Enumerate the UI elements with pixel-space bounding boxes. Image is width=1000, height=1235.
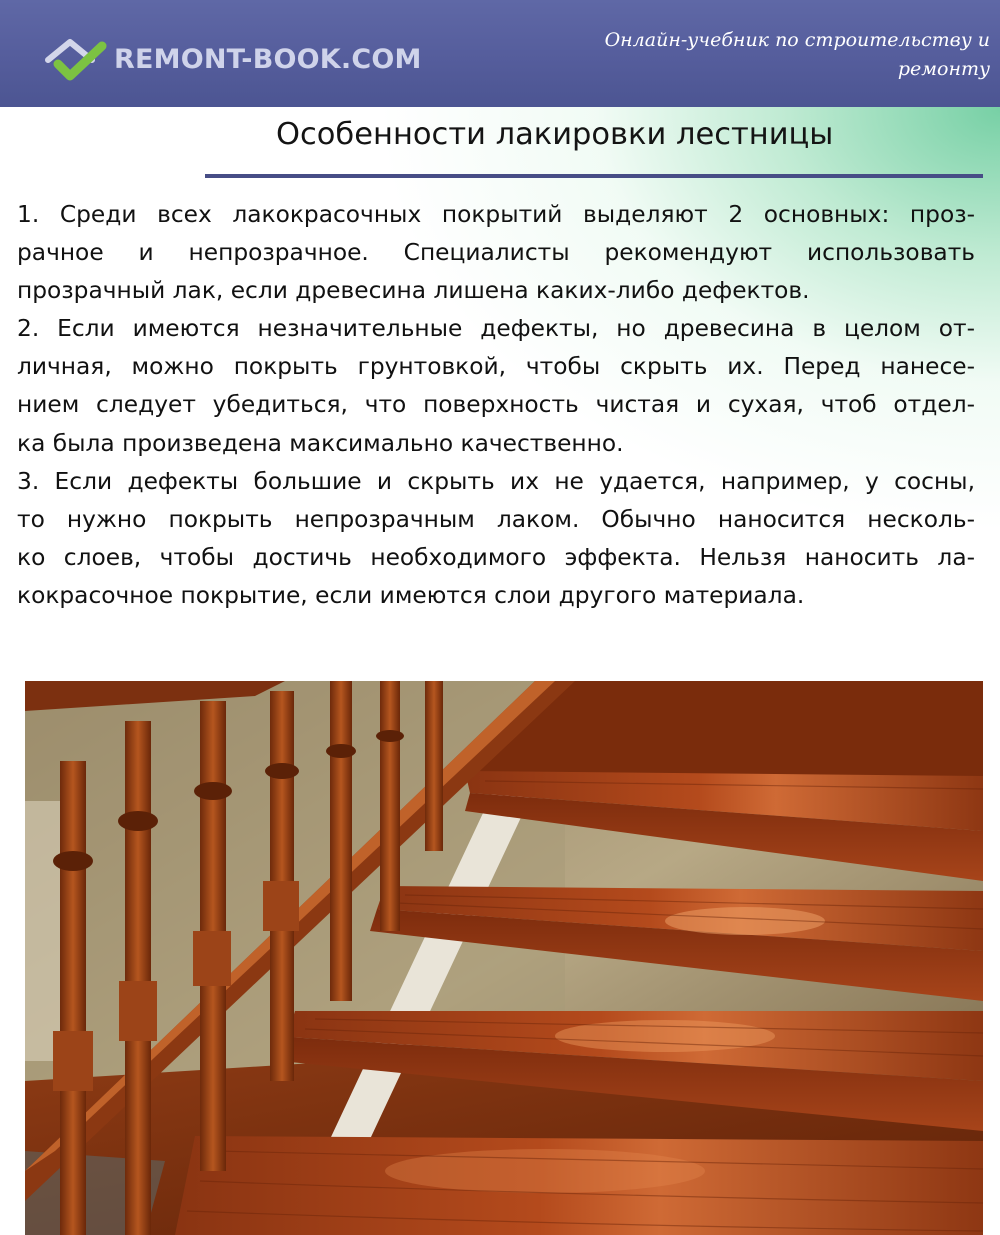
text-line: 1. Среди всех лакокрасочных покрытий выделяют 2 основных: проз- [17,201,975,228]
paragraph-2 [17,310,975,462]
text-line: рачное и непрозрачное. Специалисты рекомендуют использовать [17,239,975,267]
site-header [0,0,1000,107]
paragraph-1 [17,196,975,310]
article-body [17,196,975,615]
text-line: то нужно покрыть непрозрачным лаком. Обычно наносится несколь- [17,505,975,533]
paragraph-3 [17,463,975,615]
text-line: нием следует убедиться, что поверхность чистая и сухая, чтоб отдел- [17,391,975,419]
text-line: ко слоев, чтобы достичь необходимого эффекта. Нельзя наносить ла- [17,543,975,571]
text-line: личная, можно покрыть грунтовкой, чтобы скрыть их. Перед нанесе- [17,353,975,381]
title-underline [205,174,983,178]
text-line: прозрачный лак, если древесина лишена каких-либо дефектов. [17,277,810,305]
logo-text: REMONT-BOOK.COM [114,43,422,75]
house-check-icon [44,34,108,84]
staircase-photo [25,681,983,1235]
site-tagline: Онлайн-учебник по строительству и ремонту [604,29,990,80]
text-line: кокрасочное покрытие, если имеются слои другого материала. [17,581,805,609]
page-title: Особенности лакировки лестницы [276,117,834,152]
site-logo[interactable] [44,34,422,84]
text-line: 3. Если дефекты большие и скрыть их не удается, например, у сосны, [17,467,975,495]
text-line: 2. Если имеются незначительные дефекты, но древесина в целом от- [17,315,975,343]
text-line: ка была произведена максимально качественно. [17,429,624,457]
